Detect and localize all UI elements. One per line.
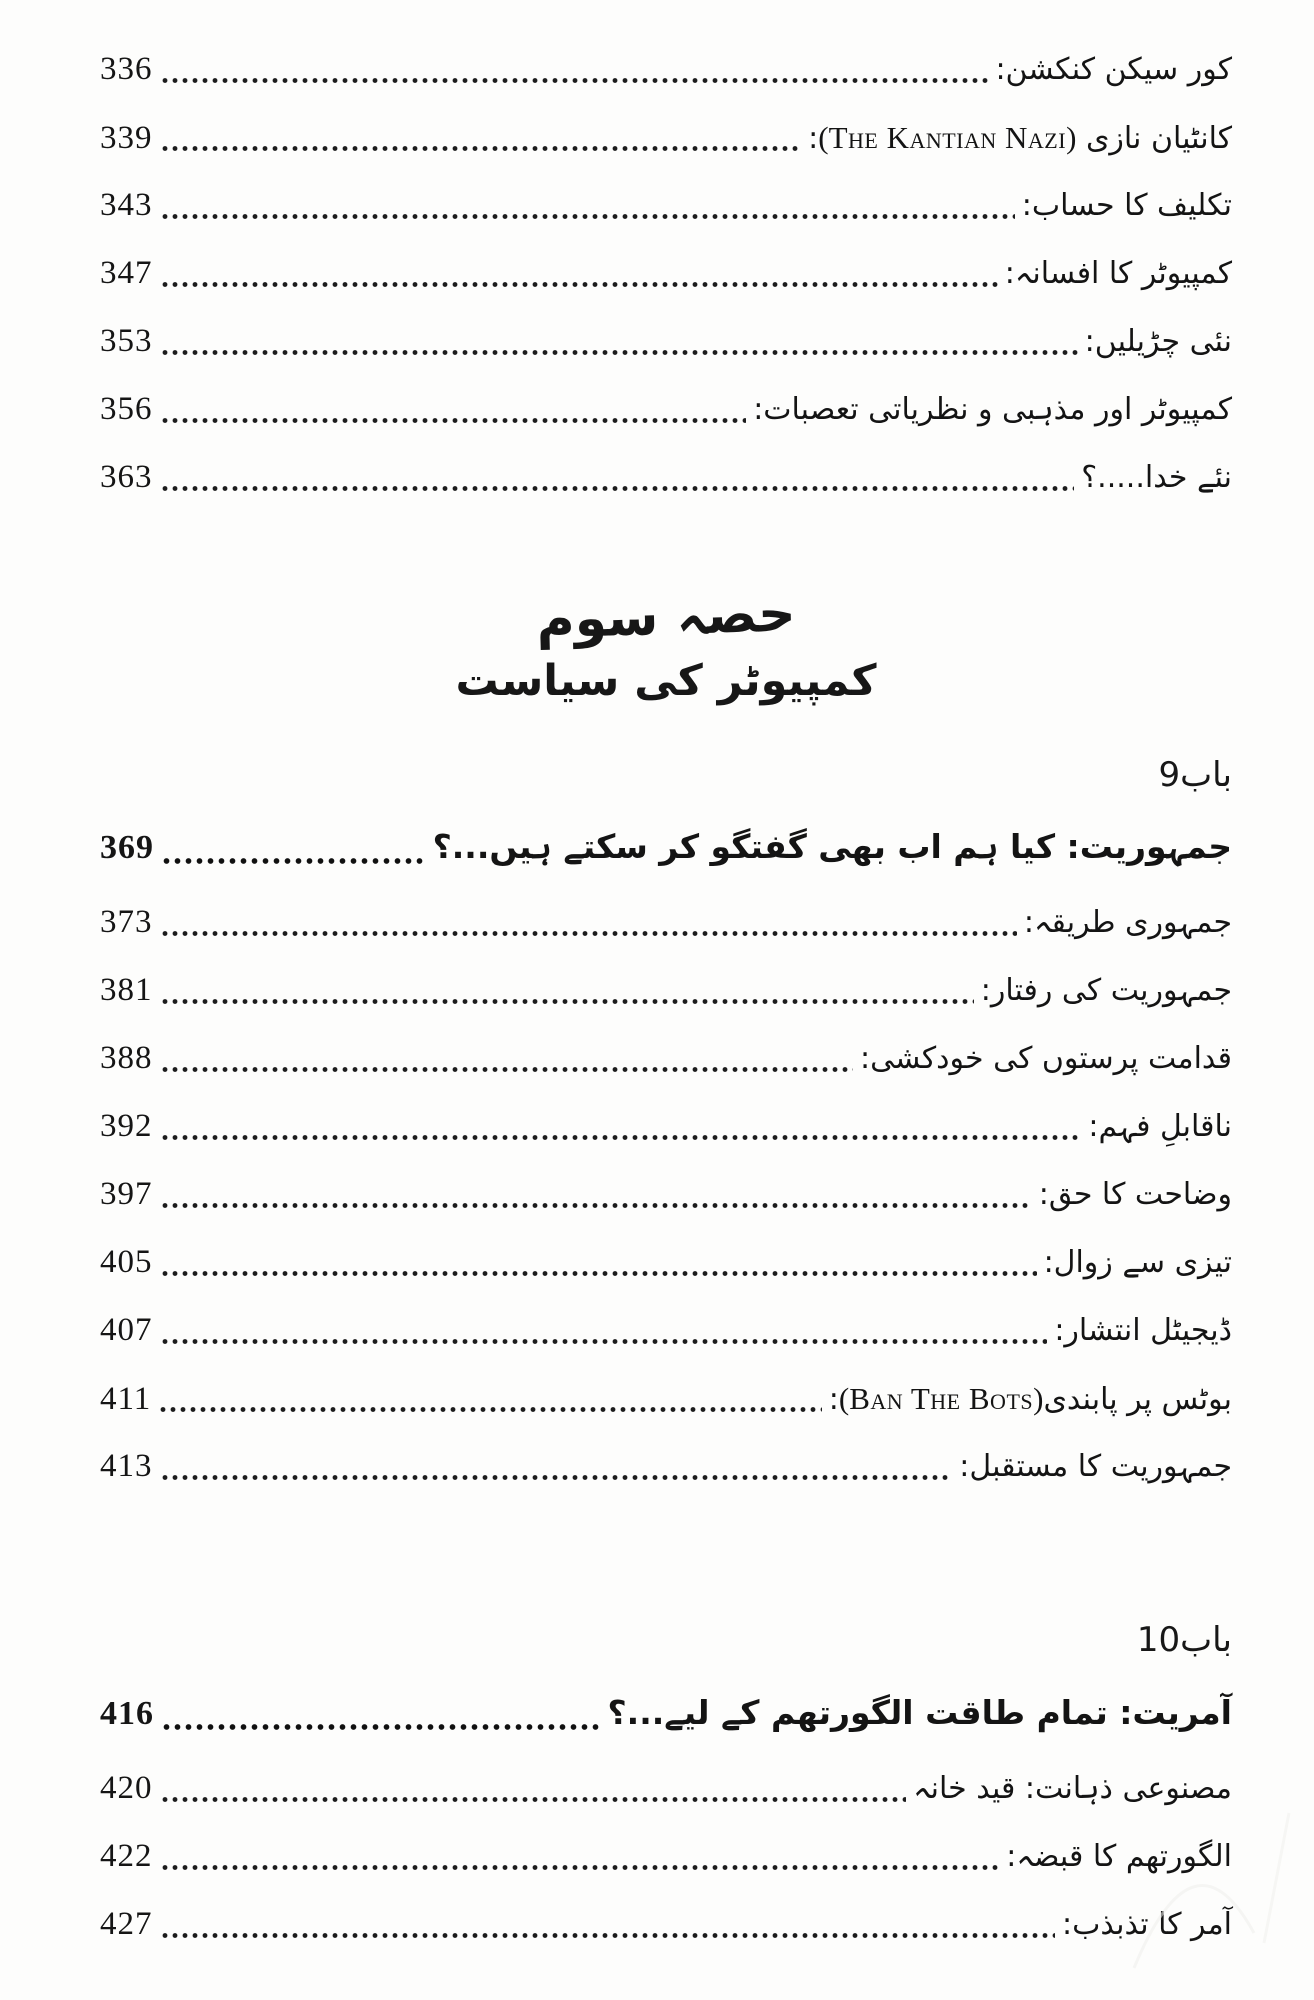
toc-entry-row: [100, 172, 1232, 240]
entry-title: قدامت پرستوں کی خودکشی:: [859, 1041, 1232, 1077]
dotted-leader: [160, 444, 1075, 512]
dotted-leader: [160, 1823, 1000, 1891]
entry-title: کور سیکن کنکشن:: [995, 52, 1232, 87]
dotted-leader: [160, 104, 802, 172]
dotted-leader: [160, 36, 989, 104]
toc-entry-row: [100, 1161, 1232, 1229]
entry-title: الگورتھم کا قبضہ:: [1006, 1838, 1232, 1874]
dotted-leader: [160, 1891, 1056, 1959]
entry-title: آمر کا تذبذب:: [1062, 1906, 1232, 1942]
chapter-10-entries: [100, 1755, 1232, 1959]
entry-title: جمہوریت: کیا ہم اب بھی گفتگو کر سکتے ہیں...؟: [432, 827, 1232, 867]
page-number: 343: [100, 187, 153, 223]
toc-entry-row: [100, 444, 1232, 512]
page-number: 373: [100, 904, 153, 941]
page-number: 336: [100, 51, 153, 87]
toc-entry-row: [100, 1297, 1232, 1365]
toc-entry-row: [100, 1365, 1232, 1433]
page-number: 388: [100, 1040, 153, 1077]
toc-entry-row: [100, 104, 1232, 172]
entry-title: جمہوریت کی رفتار:: [980, 973, 1232, 1009]
dotted-leader: [160, 1229, 1037, 1297]
scan-smudge-artifact: [1124, 1783, 1314, 1973]
page-number: 422: [100, 1837, 153, 1874]
dotted-leader: [161, 805, 426, 889]
entry-title: تیزی سے زوال:: [1043, 1245, 1232, 1281]
page-number: 356: [100, 391, 153, 427]
dotted-leader: [160, 889, 1017, 957]
toc-entry-row: [100, 36, 1232, 104]
page-number: 392: [100, 1108, 153, 1145]
dotted-leader: [160, 1433, 953, 1501]
page-number: 411: [100, 1381, 152, 1418]
chapter-9-title-row: [100, 805, 1232, 889]
entry-title: ناقابلِ فہم:: [1088, 1109, 1232, 1145]
page-number: 363: [100, 459, 153, 495]
toc-entry-row: [100, 376, 1232, 444]
toc-entry-row: [100, 308, 1232, 376]
entry-title: نئے خدا.....؟: [1081, 460, 1232, 495]
dotted-leader: [160, 1093, 1082, 1161]
dotted-leader: [160, 957, 974, 1025]
chapter-9-section: [100, 752, 1232, 1502]
toc-entry-row: [100, 957, 1232, 1025]
dotted-leader: [160, 308, 1078, 376]
part-title-calligraphy: حصہ سوم: [535, 583, 797, 651]
part-subtitle: کمپیوٹر کی سیاست: [455, 655, 877, 706]
entry-title: جمہوریت کا مستقبل:: [959, 1449, 1232, 1485]
entry-title: وضاحت کا حق:: [1038, 1177, 1232, 1213]
entry-title: ڈیجیٹل انتشار:: [1054, 1313, 1232, 1349]
dotted-leader: [160, 172, 1015, 240]
page-number: 353: [100, 323, 153, 359]
entry-title: تکلیف کا حساب:: [1021, 188, 1232, 223]
toc-entry-row: [100, 1025, 1232, 1093]
page-number: 416: [100, 1694, 154, 1732]
toc-entry-row: [100, 1229, 1232, 1297]
latin-subtitle: (The Kantian Nazi): [818, 120, 1077, 155]
toc-entry-row: [100, 1755, 1232, 1823]
dotted-leader: [160, 1755, 907, 1823]
page-number: 347: [100, 255, 153, 291]
toc-entry-row: [100, 1891, 1232, 1959]
chapter-title-row: [100, 1671, 1232, 1755]
entry-title: بوٹس پر پابندی(Ban The Bots):: [828, 1381, 1232, 1418]
page-number: 339: [100, 120, 153, 156]
toc-entry-row: [100, 1823, 1232, 1891]
page-number: 369: [100, 829, 154, 867]
dotted-leader: [160, 1025, 853, 1093]
chapter-9-entries: [100, 889, 1232, 1501]
part-heading: [100, 584, 1232, 710]
entry-title: کانٹیان نازی (The Kantian Nazi):: [808, 120, 1232, 156]
dotted-leader: [160, 1161, 1032, 1229]
dotted-leader: [160, 1297, 1048, 1365]
dotted-leader: [160, 240, 998, 308]
dotted-leader: [161, 1671, 601, 1755]
page-number: 407: [100, 1312, 153, 1349]
latin-subtitle: (Ban The Bots): [838, 1381, 1044, 1417]
page-number: 427: [100, 1905, 153, 1942]
entry-title: نئی چڑیلیں:: [1084, 324, 1232, 359]
chapter-9-label: باب9: [1158, 754, 1232, 795]
toc-entry-row: [100, 1093, 1232, 1161]
toc-entry-row: [100, 889, 1232, 957]
page-number: 413: [100, 1448, 153, 1485]
dotted-leader: [160, 376, 747, 444]
page-number: 397: [100, 1176, 153, 1213]
entry-title: آمریت: تمام طاقت الگورتھم کے لیے...؟: [607, 1692, 1232, 1732]
entry-title: جمہوری طریقہ:: [1023, 905, 1232, 941]
page-number: 405: [100, 1244, 153, 1281]
entry-title: کمپیوٹر کا افسانہ:: [1004, 256, 1232, 291]
chapter-10-title-row: [100, 1671, 1232, 1755]
entry-title: مصنوعی ذہانت: قید خانہ: [913, 1770, 1232, 1806]
chapter-title-row: [100, 805, 1232, 889]
page-number: 381: [100, 972, 153, 1009]
chapter-10-label: باب10: [1136, 1620, 1232, 1661]
page-number: 420: [100, 1769, 153, 1806]
dotted-leader: [158, 1365, 822, 1433]
front-matter-entries: [100, 36, 1232, 512]
toc-entry-row: [100, 1433, 1232, 1501]
toc-entry-row: [100, 240, 1232, 308]
entry-title: کمپیوٹر اور مذہبی و نظریاتی تعصبات:: [753, 392, 1232, 427]
chapter-10-section: [100, 1617, 1232, 1959]
